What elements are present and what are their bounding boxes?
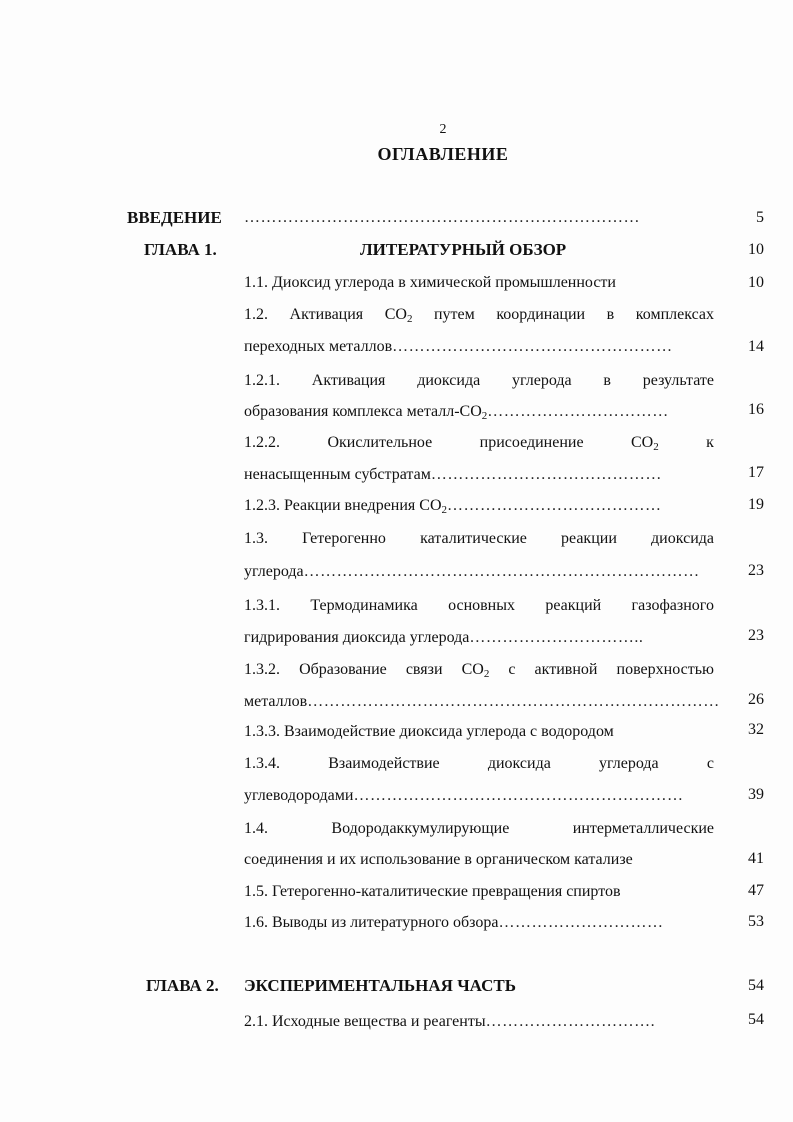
entry-1-2-2-line1: 1.2.2. Окислительное присоединение $CO_2$ к	[244, 434, 714, 453]
entry-1-3-4-page: 39	[748, 786, 764, 803]
entry-1-3-line1: 1.3. Гетерогенно каталитические реакции диоксида	[244, 530, 714, 547]
entry-1-2-1-page: 16	[748, 401, 764, 418]
entry-1-3-1-page: 23	[748, 627, 764, 644]
chapter2-page: 54	[748, 977, 764, 994]
entry-1-3-page: 23	[748, 562, 764, 579]
entry-1-6-page: 53	[748, 913, 764, 930]
intro-label: ВВЕДЕНИЕ	[127, 208, 222, 227]
entry-1-5-page: 47	[748, 882, 764, 899]
entry-1-5-text: 1.5. Гетерогенно-каталитические превращения спиртов	[244, 883, 621, 900]
entry-1-3-2-page: 26	[748, 691, 764, 708]
entry-1-2-word: путем	[433, 306, 475, 323]
entry-1-2-page: 14	[748, 338, 764, 355]
entry-1-2-1-line1: 1.2.1. Активация диоксида углерода в результате	[244, 372, 714, 389]
entry-1-3-3-text: 1.3.3. Взаимодействие диоксида углерода с водородом	[244, 723, 614, 740]
entry-1-2-line2: переходных металлов……………………………………………	[244, 338, 673, 355]
entry-1-2-formula: $CO_2$	[384, 306, 413, 325]
entry-1-3-4-line1: 1.3.4. Взаимодействие диоксида углерода с	[244, 755, 714, 772]
entry-1-3-2-line1: 1.3.2. Образование связи $CO_2$ с активной поверхностью	[244, 661, 714, 680]
entry-1-2-3-page: 19	[748, 496, 764, 513]
entry-1-2-3-text: 1.2.3. Реакции внедрения $CO_2\dots\dots\dots\dots\dots\dots\dots\dots\dots\dots\dots\dots\dots$	[244, 497, 662, 516]
intro-page: 5	[756, 209, 764, 226]
entry-1-2-2-line2: ненасыщенным субстратам……………………………………	[244, 466, 662, 483]
entry-1-4-line1: 1.4. Водородаккумулирующие интерметаллические	[244, 820, 714, 837]
entry-1-3-2-line2: металлов…………………………………………………………………	[244, 693, 720, 710]
entry-1-4-page: 41	[748, 850, 764, 867]
entry-1-2-word: в	[606, 306, 615, 323]
entry-1-2-1-line2: образования комплекса металл-$CO_2\dots\dots\dots\dots\dots\dots\dots\dots\dots\dots\dots$	[244, 403, 669, 422]
entry-1-3-4-line2: углеводородами……………………………………………………	[244, 787, 684, 804]
entry-2-1-text: 2.1. Исходные вещества и реагенты………………………….	[244, 1013, 656, 1030]
entry-1-2-line1	[244, 305, 714, 325]
entry-1-1-page: 10	[748, 274, 764, 291]
chapter1-title: ЛИТЕРАТУРНЫЙ ОБЗОР	[360, 240, 567, 259]
toc-title: ОГЛАВЛЕНИЕ	[377, 144, 509, 164]
entry-1-2-word: 1.2.	[244, 306, 268, 323]
entry-1-3-3-page: 32	[748, 721, 764, 738]
entry-1-2-word: координации	[496, 306, 586, 323]
chapter1-label: ГЛАВА 1.	[144, 240, 217, 259]
page-number: 2	[439, 122, 447, 137]
entry-1-3-1-line1: 1.3.1. Термодинамика основных реакций газофазного	[244, 597, 714, 614]
entry-1-1-text: 1.1. Диоксид углерода в химической промышленности	[244, 274, 616, 291]
entry-2-1-page: 54	[748, 1011, 764, 1028]
entry-1-4-line2: соединения и их использование в органическом катализе	[244, 851, 633, 868]
chapter1-page: 10	[748, 241, 764, 258]
intro-dots: ………………………………………………………………	[244, 209, 640, 226]
chapter2-title: ЭКСПЕРИМЕНТАЛЬНАЯ ЧАСТЬ	[244, 976, 516, 995]
entry-1-6-text: 1.6. Выводы из литературного обзора…………………………	[244, 914, 664, 931]
entry-1-3-1-line2: гидрирования диоксида углерода…………………………..	[244, 629, 644, 646]
entry-1-3-line2: углерода………………………………………………………………	[244, 563, 700, 580]
entry-1-2-word: Активация	[289, 306, 364, 323]
entry-1-2-word: комплексах	[635, 306, 714, 323]
chapter2-label: ГЛАВА 2.	[146, 976, 219, 995]
entry-1-2-2-page: 17	[748, 464, 764, 481]
